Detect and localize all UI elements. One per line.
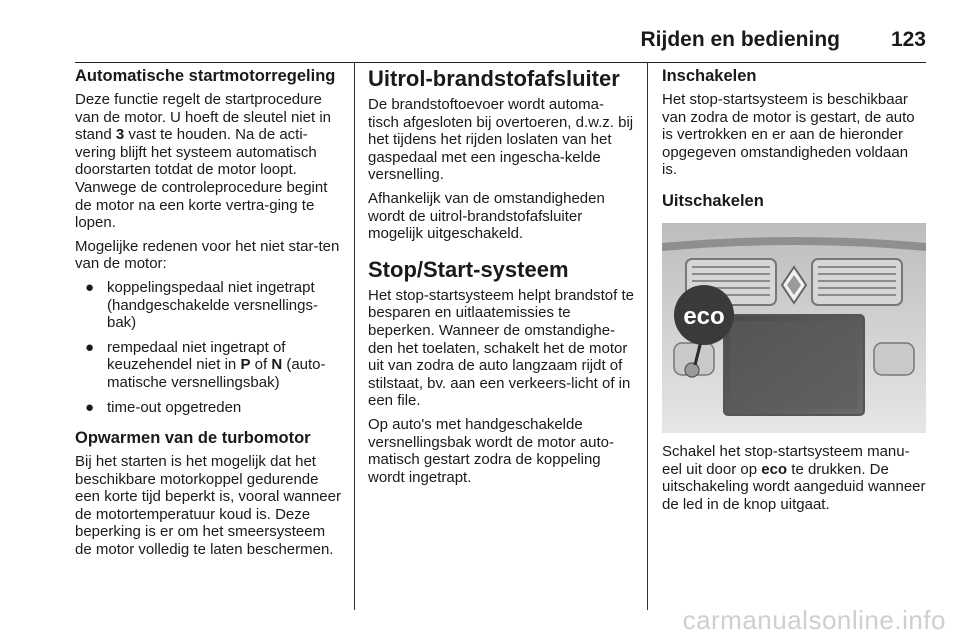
list-item: ● koppelingspedaal niet ingetrapt (handgeschakelde versnellings-bak) [85,278,318,332]
paragraph-afhankelijk: Afhankelijk van de omstandigheden wordt de uitrol-brandstofafsluiter mogelijk uitgeschakeld. [368,189,605,243]
column-3 [662,66,926,519]
column-1 [75,66,343,565]
paragraph-brandstoftoevoer: De brandstoftoevoer wordt automa-tisch afgesloten bij overtoeren, d.w.z. bij het tijdens het rijden loslaten van het gaspedaal met een ingescha-kelde versnelling. [368,96,634,184]
paragraph-stop-start: Het stop-startsysteem helpt brandstof te besparen en uitlaatemissies te beperken. Wanneer de omstandighe-den het toelaten, schakelt het de motor uit van zodra de auto langzaam rijdt of stilstaat, bv. aan een verkeers-licht of in een file. [368,286,634,410]
heading-opwarmen-turbomotor: Opwarmen van de turbomotor [75,429,311,448]
eco-callout-label: eco [683,302,725,330]
right-button-panel [874,343,914,375]
right-air-vent [812,259,902,305]
bullet: ● [85,278,95,296]
paragraph-turbo: Bij het starten is het mogelijk dat het beschikbare motorkoppel gedurende een korte tijd beperkt is, vooral wanneer de motortemperatuur koud is. Deze beperking is er om het smeersysteem de motor volledig te laten beschermen. [75,453,341,559]
paragraph-uitschakelen: Schakel het stop-startsysteem manu-eel uit door op eco te drukken. De uitschakeling wordt aangeduid wanneer de led in de knop uitgaat. [662,442,926,513]
watermark: carmanualsonline.info [682,605,946,635]
bullet: ● [85,398,95,416]
screen-glass [730,321,858,409]
header-rule [75,62,926,63]
column-2 [368,66,634,492]
paragraph-inschakelen: Het stop-startsysteem is beschikbaar van zodra de motor is gestart, de auto is vertrokken en er aan de hieronder opgegeven omstandigheden voldaan is. [662,91,915,179]
dashboard-eco-illustration [662,223,926,433]
header-title: Rijden en bediening [640,28,840,51]
paragraph-redenen: Mogelijke redenen voor het niet star-ten van de motor: [75,237,340,273]
list-item: ● rempedaal niet ingetrapt of keuzehendel niet in P of N (auto-matische versnellingsbak) [85,338,326,391]
page-number: 123 [890,28,926,51]
heading-uitrol-brandstofafsluiter: Uitrol-brandstofafsluiter [368,66,620,91]
list-item: ● time-out opgetreden [85,398,242,416]
paragraph-handgeschakeld: Op auto's met handgeschakelde versnellingsbak wordt de motor auto-matisch gestart zodra de koppeling wordt ingetrapt. [368,415,614,486]
page-header [75,22,926,60]
heading-inschakelen: Inschakelen [662,67,757,85]
column-divider-1 [354,62,355,610]
reasons-list [75,279,343,416]
eco-button [685,363,699,377]
paragraph-startprocedure: Deze functie regelt de startprocedure van de motor. U hoeft de sleutel niet in stand 3 vast te houden. Na de acti-vering blijft het systeem automatisch doorstarten totdat de motor loopt. Vanwege de controleprocedure begint de motor na een korte vertra-ging te lopen. [75,91,331,232]
heading-automatische-startmotorregeling: Automatische startmotorregeling [75,67,336,85]
bullet: ● [85,338,95,356]
heading-stop-start-systeem: Stop/Start-systeem [368,256,569,282]
heading-uitschakelen: Uitschakelen [662,191,764,210]
column-divider-2 [647,62,648,610]
